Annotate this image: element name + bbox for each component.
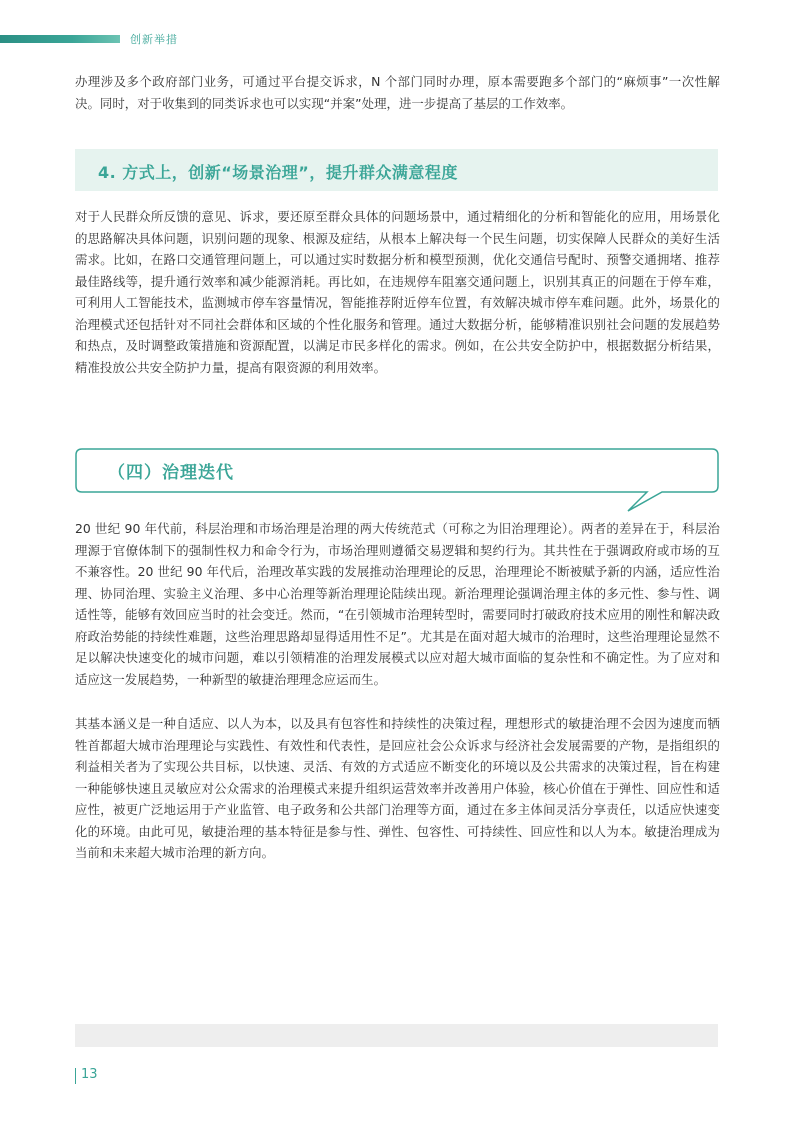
subheading-title: 4. 方式上，创新“场景治理”，提升群众满意程度 <box>98 163 458 182</box>
footer-band <box>75 1024 718 1047</box>
paragraph-4: 其基本涵义是一种自适应、以人为本，以及具有包容性和持续性的决策过程，理想形式的敏捷治理不会因为速度而牺牲首都超大城市治理理论与实践性、有效性和代表性，是回应社会公众诉求与经济社会发展需要的产物，是指组织的利益相关者为了实现公共目标，以快速、灵活、有效的方式适应不断变化的环境以及公共需求的决策过程，旨在构建一种能够快速且灵敏应对公众需求的治理模式来提升组织运营效率并改善用户体验，核心价值在于弹性、回应性和适应性，被更广泛地运用于产业监管、电子政务和公共部门治理等方面，通过在多主体间灵活分享责任，以适应快速变化的环境。由此可见，敏捷治理的基本特征是参与性、弹性、包容性、可持续性、回应性和以人为本。敏捷治理成为当前和未来超大城市治理的新方向。 <box>75 716 720 860</box>
header-accent-bar <box>0 35 120 43</box>
page-number-divider <box>75 1068 76 1084</box>
section-title: （四）治理迭代 <box>108 463 234 483</box>
paragraph-3: 20 世纪 90 年代前，科层治理和市场治理是治理的两大传统范式（可称之为旧治理理论）。两者的差异在于，科层治理源于官僚体制下的强制性权力和命令行为，市场治理则遵循交易逻辑和契约行为。其共性在于强调政府或市场的互不兼容性。20 世纪 90 年代后，治理改革实践的发展推动治理理论的反思，治理理论不断被赋予新的内涵，适应性治理、协同治理、实验主义治理、多中心治理等新治理理论陆续出现。新治理理论强调治理主体的多元性、参与性、调适性等，能够有效回应当时的社会变迁。然而，“在引领城市治理转型时，需要同时打破政府技术应用的刚性和解决政府政治势能的持续性难题，这些治理思路却显得适用性不足”。尤其是在面对超大城市的治理时，这些治理理论显然不足以解决快速变化的城市问题，难以引领精准的治理发展模式以应对超大城市面临的复杂性和不确定性。为了应对和适应这一发展趋势，一种新型的敏捷治理理念应运而生。 <box>75 521 720 687</box>
page-number: 13 <box>81 1067 98 1082</box>
section-label: 创新举措 <box>130 33 178 46</box>
paragraph-2: 对于人民群众所反馈的意见、诉求，要还原至群众具体的问题场景中，通过精细化的分析和智能化的应用，用场景化的思路解决具体问题，识别问题的现象、根源及症结，从根本上解决每一个民生问题，切实保障人民群众的美好生活需求。比如，在路口交通管理问题上，可以通过实时数据分析和模型预测，优化交通信号配时、预警交通拥堵、推荐最佳路线等，提升通行效率和减少能源消耗。再比如，在违规停车阻塞交通问题上，识别其真正的问题在于停车难，可利用人工智能技术，监测城市停车容量情况，智能推荐附近停车位置，有效解决城市停车难问题。此外，场景化的治理模式还包括针对不同社会群体和区域的个性化服务和管理。通过大数据分析，能够精准识别社会问题的发展趋势和热点，及时调整政策措施和资源配置，以满足市民多样化的需求。例如，在公共安全防护中，根据数据分析结果，精准投放公共安全防护力量，提高有限资源的利用效率。 <box>75 209 720 375</box>
paragraph-1: 办理涉及多个政府部门业务，可通过平台提交诉求，N 个部门同时办理，原本需要跑多个部门的“麻烦事”一次性解决。同时，对于收集到的同类诉求也可以实现“并案”处理，进一步提高了基层的工作效率。 <box>75 74 720 111</box>
